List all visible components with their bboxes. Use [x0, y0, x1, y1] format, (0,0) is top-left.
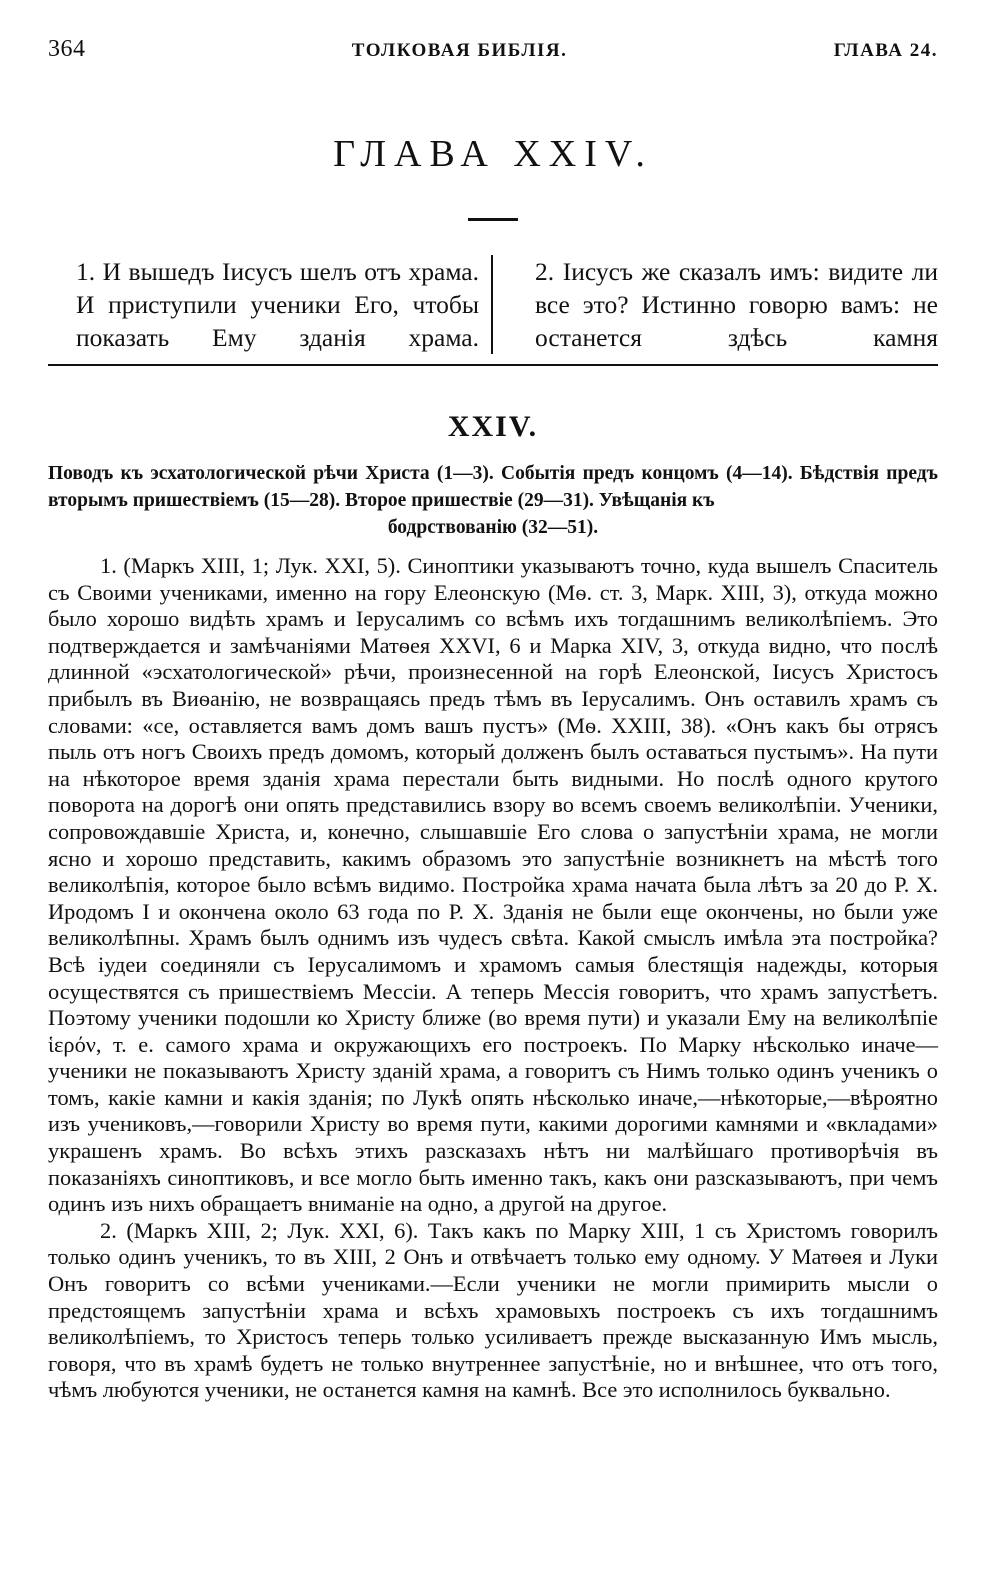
- scripture-verses: [48, 255, 938, 354]
- summary-text-end: бодрствованію (32—51).: [387, 517, 599, 538]
- commentary-paragraph-2: 2. (Маркъ XIII, 2; Лук. XXI, 6). Такъ какъ по Марку XIII, 1 съ Христомъ говорилъ только одинъ ученикъ, то въ XIII, 2 Онъ и отвѣчаетъ только ему одному. У Матѳея и Луки Онъ говоритъ со всѣми учениками.—Если ученики не могли примирить мысли о предстоящемъ запустѣніи храма и всѣхъ храмовыхъ построекъ съ ихъ тогдашнимъ великолѣпіемъ, то Христосъ теперь только усиливаетъ прежде высказанную Имъ мысль, говоря, что въ храмѣ будетъ не только внутреннее запустѣніе, но и внѣшнее, что отъ того, чѣмъ любуются ученики, не останется камня на камнѣ. Все это исполнилось буквально.: [48, 1217, 938, 1403]
- verse-1-text: 1. И вышедъ Іисусъ шелъ отъ храма. И приступили ученики Его, чтобы показать Ему зданія храма.: [76, 257, 479, 352]
- page-number: 364: [48, 36, 86, 62]
- verse-column-right: [493, 255, 938, 354]
- section-divider: [48, 364, 938, 366]
- chapter-title: ГЛАВА XXIV.: [333, 133, 653, 175]
- commentary: [48, 553, 938, 1404]
- title-divider: [468, 218, 518, 221]
- book-title: ТОЛКОВАЯ БИБЛІЯ.: [351, 40, 568, 61]
- section-summary: [48, 460, 938, 541]
- running-header: [48, 36, 938, 76]
- verse-column-left: [48, 255, 493, 354]
- chapter-reference: ГЛАВА 24.: [833, 40, 938, 61]
- section-title: XXIV.: [447, 410, 539, 443]
- commentary-paragraph-1: 1. (Маркъ XIII, 1; Лук. XXI, 5). Синоптики указываютъ точно, куда вышелъ Спаситель съ Своими учениками, именно на гору Елеонскую (Мѳ. ст. 3, Марк. XIII, 3), откуда можно было хорошо видѣть храмъ и Іерусалимъ со всѣмъ ихъ тогдашнимъ великолѣпіемъ. Это подтверждается и замѣчаніями Матѳея XXVI, 6 и Марка XIV, 3, откуда видно, что послѣ длинной «эсхатологической» рѣчи, произнесенной на горѣ Елеонской, Іисусъ Христосъ прибылъ въ Виѳанію, не возвращаясь предъ тѣмъ въ Іерусалимъ. Онъ оставилъ храмъ съ словами: «се, оставляется вамъ домъ вашъ пустъ» (Мѳ. XXIII, 38). «Онъ какъ бы отрясъ пыль отъ ногъ Своихъ предъ домомъ, который долженъ былъ оставаться пустымъ». На пути на нѣкоторое время зданія храма перестали быть видными. Но послѣ одного крутого поворота на дорогѣ они опять представились взору во всемъ своемъ великолѣпіи. Ученики, сопровождавшіе Христа, и, конечно, слышавшіе Его слова о запустѣніи храма, не могли ясно и хорошо представить, какимъ образомъ это запустѣніе возникнетъ на мѣстѣ того великолѣпія, которое было всѣмъ видимо. Постройка храма начата была лѣтъ за 20 до Р. Х. Иродомъ I и окончена около 63 года по Р. Х. Зданія не были еще окончены, но были уже великолѣпны. Храмъ былъ однимъ изъ чудесъ свѣта. Какой смыслъ имѣла эта постройка? Всѣ іудеи соединяли съ Іерусалимомъ и храмомъ самыя блестящія надежды, которыя осуществятся съ пришествіемъ Мессіи. А теперь Мессія говоритъ, что храмъ запустѣетъ. Поэтому ученики подошли ко Христу ближе (во время пути) и указали Ему на великолѣпіе ἱερόν, т. е. самого храма и окружающихъ его построекъ. По Марку нѣсколько иначе—ученики не показываютъ Христу зданій храма, а говоритъ съ Нимъ только одинъ ученикъ о томъ, какіе камни и какія зданія; по Лукѣ опять нѣсколько иначе,—нѣкоторые,—вѣроятно изъ учениковъ,—говорили Христу во время пути, какими дорогими камнями и «вкладами» украшенъ храмъ. Во всѣхъ этихъ разсказахъ нѣтъ ни малѣйшаго противорѣчія въ показаніяхъ синоптиковъ, и все могло быть именно такъ, какъ они разсказываютъ, при чемъ одинъ изъ нихъ обращаетъ вниманіе на одно, а другой на другое.: [48, 553, 938, 1217]
- verse-2-text: 2. Іисусъ же сказалъ имъ: видите ли все это? Истинно говорю вамъ: не останется здѣсь камня: [535, 257, 938, 352]
- summary-text: Поводъ къ эсхатологической рѣчи Христа (1—3). Событія предъ концомъ (4—14). Бѣдствія предъ вторымъ пришествіемъ (15—28). Второе пришествіе (29—31). Увѣщанія къ: [48, 463, 938, 511]
